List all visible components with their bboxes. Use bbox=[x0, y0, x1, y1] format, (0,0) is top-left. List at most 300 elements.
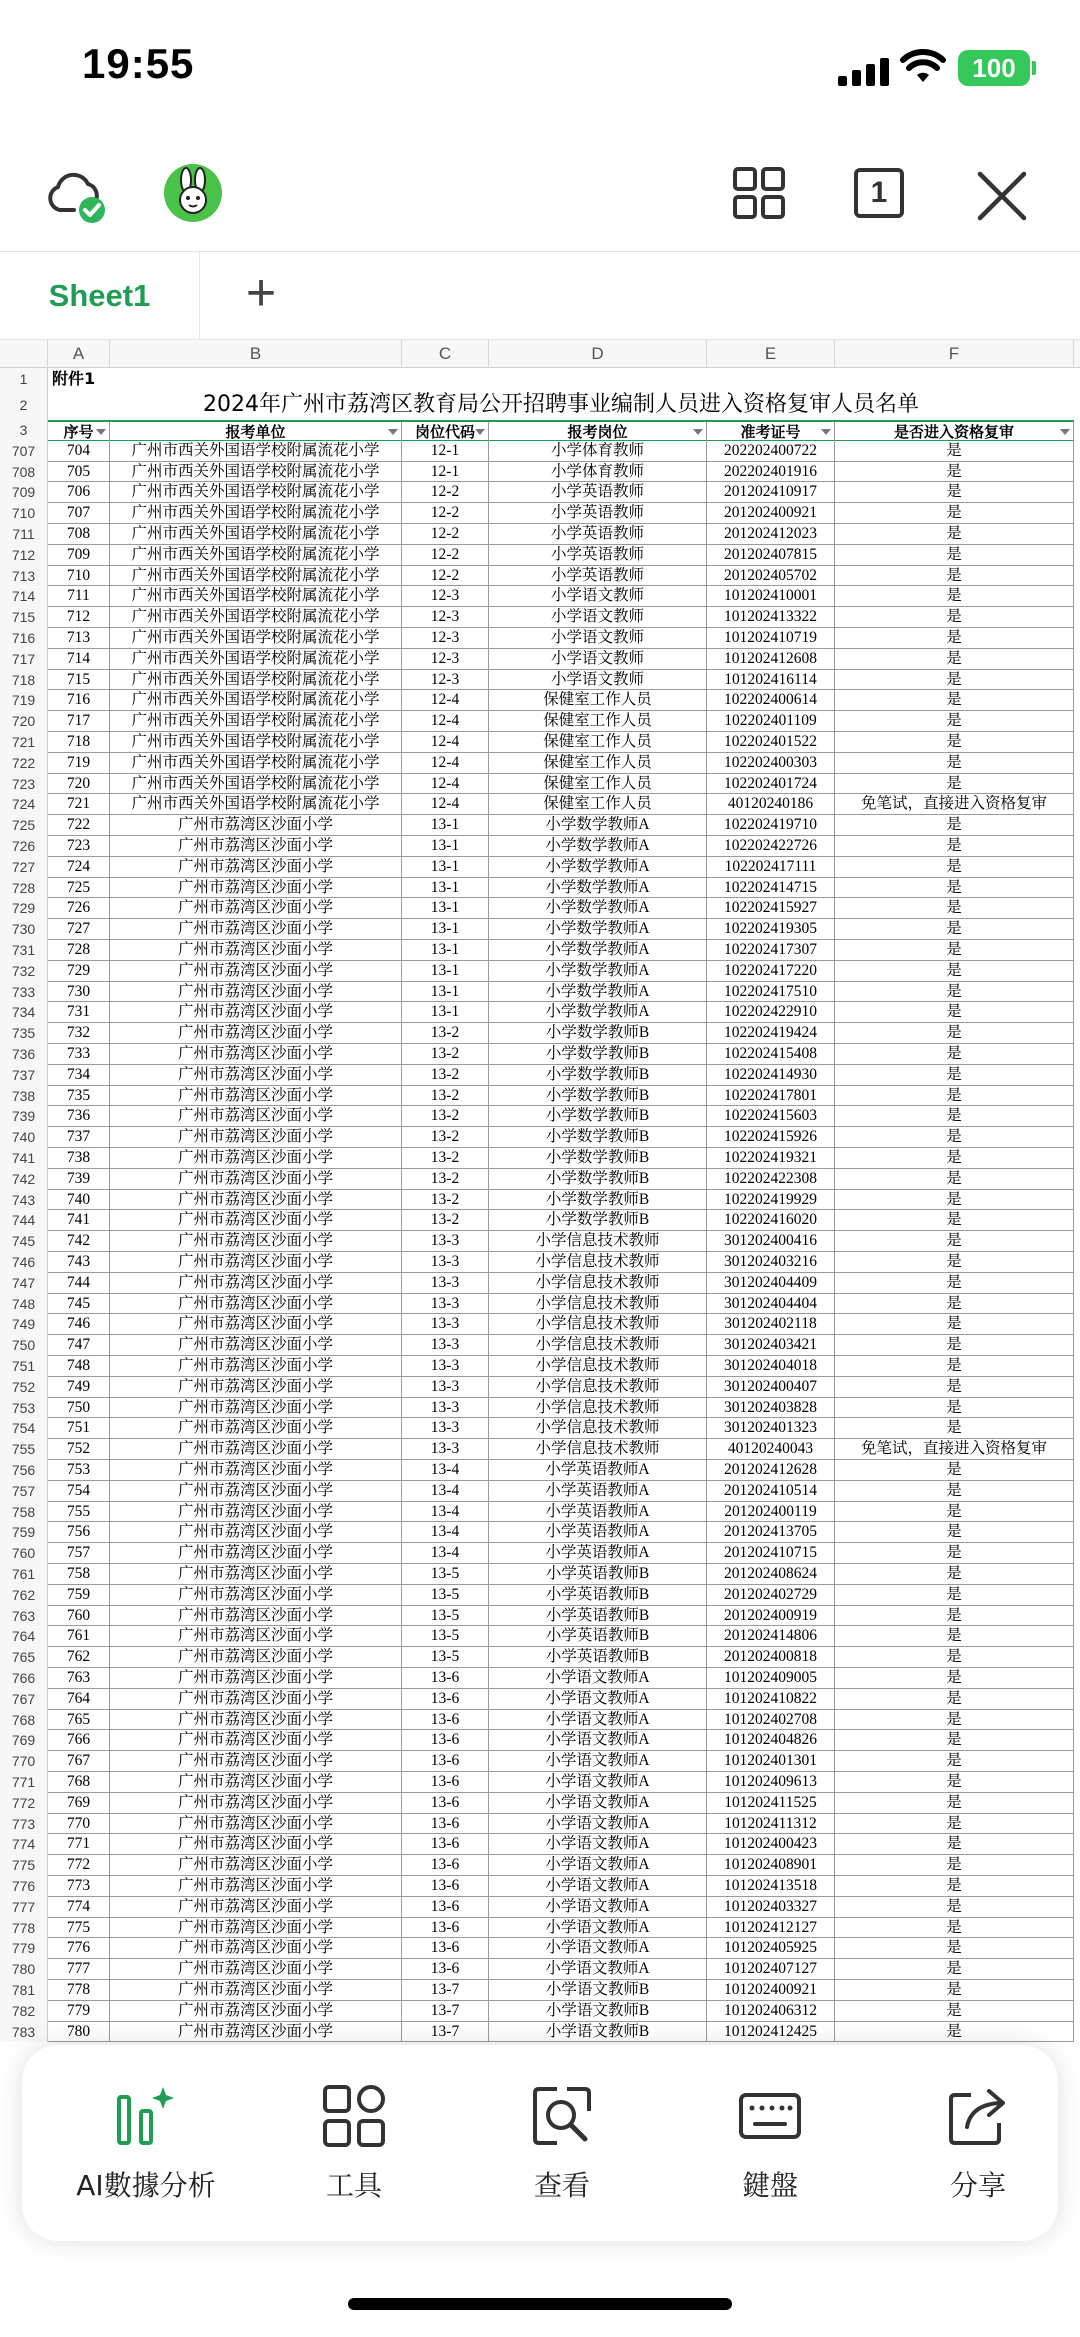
cell-index[interactable]: 712 bbox=[48, 607, 110, 628]
cell-code[interactable]: 13-7 bbox=[402, 2001, 489, 2022]
cell-code[interactable]: 12-3 bbox=[402, 649, 489, 670]
cell-position[interactable]: 小学数学教师B bbox=[489, 1065, 707, 1086]
cell-unit[interactable]: 广州市荔湾区沙面小学 bbox=[110, 878, 402, 899]
cell-ticket[interactable]: 102202417801 bbox=[707, 1086, 835, 1107]
cell-position[interactable]: 保健室工作人员 bbox=[489, 794, 707, 815]
cell-review[interactable]: 是 bbox=[835, 2022, 1074, 2043]
cell-code[interactable]: 13-1 bbox=[402, 898, 489, 919]
cell-position[interactable]: 小学语文教师 bbox=[489, 628, 707, 649]
cell-code[interactable]: 13-6 bbox=[402, 1814, 489, 1835]
cell-review[interactable]: 是 bbox=[835, 1377, 1074, 1398]
cell-unit[interactable]: 广州市荔湾区沙面小学 bbox=[110, 1065, 402, 1086]
cell-position[interactable]: 小学英语教师A bbox=[489, 1502, 707, 1523]
cell-code[interactable]: 13-1 bbox=[402, 878, 489, 899]
cell-code[interactable]: 13-5 bbox=[402, 1647, 489, 1668]
cell-index[interactable]: 746 bbox=[48, 1314, 110, 1335]
cell-index[interactable]: 753 bbox=[48, 1460, 110, 1481]
cell-index[interactable]: 711 bbox=[48, 586, 110, 607]
cell-index[interactable]: 752 bbox=[48, 1439, 110, 1460]
cell-review[interactable]: 是 bbox=[835, 1356, 1074, 1377]
cell-unit[interactable]: 广州市荔湾区沙面小学 bbox=[110, 1897, 402, 1918]
cell-index[interactable]: 760 bbox=[48, 1606, 110, 1627]
cell-ticket[interactable]: 101202405925 bbox=[707, 1938, 835, 1959]
cell-unit[interactable]: 广州市荔湾区沙面小学 bbox=[110, 1044, 402, 1065]
cell-unit[interactable]: 广州市荔湾区沙面小学 bbox=[110, 982, 402, 1003]
cell-position[interactable]: 小学英语教师A bbox=[489, 1522, 707, 1543]
cell-position[interactable]: 小学信息技术教师 bbox=[489, 1273, 707, 1294]
cell-index[interactable]: 704 bbox=[48, 441, 110, 462]
row-number[interactable]: 770 bbox=[0, 1751, 48, 1772]
cell-position[interactable]: 小学语文教师A bbox=[489, 1918, 707, 1939]
cell-code[interactable]: 13-2 bbox=[402, 1065, 489, 1086]
cell-code[interactable]: 13-1 bbox=[402, 815, 489, 836]
cell-ticket[interactable]: 101202412608 bbox=[707, 649, 835, 670]
cell-code[interactable]: 13-1 bbox=[402, 857, 489, 878]
cell-review[interactable]: 是 bbox=[835, 774, 1074, 795]
cell-code[interactable]: 12-4 bbox=[402, 690, 489, 711]
cell-review[interactable]: 是 bbox=[835, 1335, 1074, 1356]
tools-button[interactable] bbox=[264, 2081, 444, 2201]
cell-unit[interactable]: 广州市荔湾区沙面小学 bbox=[110, 2022, 402, 2043]
cell-code[interactable]: 13-5 bbox=[402, 1564, 489, 1585]
cell-code[interactable]: 12-3 bbox=[402, 628, 489, 649]
cell-review[interactable]: 是 bbox=[835, 1543, 1074, 1564]
cell-ticket[interactable]: 101202412127 bbox=[707, 1918, 835, 1939]
cell-position[interactable]: 小学体育教师 bbox=[489, 462, 707, 483]
cell-review[interactable]: 是 bbox=[835, 1647, 1074, 1668]
row-number[interactable]: 758 bbox=[0, 1502, 48, 1523]
cell-unit[interactable]: 广州市西关外国语学校附属流花小学 bbox=[110, 649, 402, 670]
cell-ticket[interactable]: 101202404826 bbox=[707, 1730, 835, 1751]
cell-position[interactable]: 小学语文教师A bbox=[489, 1855, 707, 1876]
cell-position[interactable]: 小学数学教师A bbox=[489, 857, 707, 878]
cell-ticket[interactable]: 101202400423 bbox=[707, 1834, 835, 1855]
cell-index[interactable]: 721 bbox=[48, 794, 110, 815]
row-number[interactable]: 777 bbox=[0, 1897, 48, 1918]
cell-index[interactable]: 757 bbox=[48, 1543, 110, 1564]
cell-index[interactable]: 748 bbox=[48, 1356, 110, 1377]
cell-position[interactable]: 保健室工作人员 bbox=[489, 690, 707, 711]
cell-index[interactable]: 705 bbox=[48, 462, 110, 483]
add-sheet-button[interactable]: + bbox=[245, 264, 277, 322]
cell-review[interactable]: 免笔试，直接进入资格复审 bbox=[835, 794, 1074, 815]
cell-index[interactable]: 747 bbox=[48, 1335, 110, 1356]
cell-review[interactable]: 是 bbox=[835, 1668, 1074, 1689]
cell-ticket[interactable]: 102202422910 bbox=[707, 1002, 835, 1023]
cell-ticket[interactable]: 102202400303 bbox=[707, 753, 835, 774]
cell-position[interactable]: 小学信息技术教师 bbox=[489, 1398, 707, 1419]
cell-code[interactable]: 13-5 bbox=[402, 1606, 489, 1627]
cell-ticket[interactable]: 101202406312 bbox=[707, 2001, 835, 2022]
cell-ticket[interactable]: 101202413518 bbox=[707, 1876, 835, 1897]
cell-code[interactable]: 13-6 bbox=[402, 1772, 489, 1793]
cell-index[interactable]: 726 bbox=[48, 898, 110, 919]
cell-index[interactable]: 742 bbox=[48, 1231, 110, 1252]
cell-code[interactable]: 13-4 bbox=[402, 1543, 489, 1564]
cell-unit[interactable]: 广州市西关外国语学校附属流花小学 bbox=[110, 482, 402, 503]
cell-review[interactable]: 是 bbox=[835, 1273, 1074, 1294]
cell-ticket[interactable]: 101202402708 bbox=[707, 1710, 835, 1731]
cell-position[interactable]: 小学数学教师A bbox=[489, 940, 707, 961]
cell-code[interactable]: 13-3 bbox=[402, 1377, 489, 1398]
cell-review[interactable]: 是 bbox=[835, 1564, 1074, 1585]
cell-unit[interactable]: 广州市荔湾区沙面小学 bbox=[110, 1377, 402, 1398]
cell-ticket[interactable]: 301202404409 bbox=[707, 1273, 835, 1294]
cell-review[interactable]: 是 bbox=[835, 1730, 1074, 1751]
cell-review[interactable]: 是 bbox=[835, 1190, 1074, 1211]
cell-ticket[interactable]: 201202405702 bbox=[707, 566, 835, 587]
cell-ticket[interactable]: 102202422308 bbox=[707, 1169, 835, 1190]
cell-unit[interactable]: 广州市荔湾区沙面小学 bbox=[110, 1148, 402, 1169]
cell-unit[interactable]: 广州市荔湾区沙面小学 bbox=[110, 1273, 402, 1294]
cell-position[interactable]: 小学英语教师 bbox=[489, 503, 707, 524]
cell-index[interactable]: 772 bbox=[48, 1855, 110, 1876]
cell-ticket[interactable]: 102202415927 bbox=[707, 898, 835, 919]
cell-code[interactable]: 13-1 bbox=[402, 836, 489, 857]
cell-position[interactable]: 小学数学教师A bbox=[489, 982, 707, 1003]
cell-unit[interactable]: 广州市西关外国语学校附属流花小学 bbox=[110, 462, 402, 483]
cell-index[interactable]: 716 bbox=[48, 690, 110, 711]
cell-ticket[interactable]: 102202414930 bbox=[707, 1065, 835, 1086]
view-button[interactable] bbox=[472, 2081, 652, 2201]
cell-code[interactable]: 13-3 bbox=[402, 1335, 489, 1356]
cell-review[interactable]: 是 bbox=[835, 2001, 1074, 2022]
header-cell-unit[interactable]: 报考单位 bbox=[110, 422, 402, 443]
cell-ticket[interactable]: 201202413705 bbox=[707, 1522, 835, 1543]
cell-position[interactable]: 小学语文教师A bbox=[489, 1710, 707, 1731]
cell-review[interactable]: 是 bbox=[835, 690, 1074, 711]
row-number[interactable]: 733 bbox=[0, 982, 48, 1003]
cell-index[interactable]: 707 bbox=[48, 503, 110, 524]
cell-position[interactable]: 小学信息技术教师 bbox=[489, 1252, 707, 1273]
cell-code[interactable]: 13-5 bbox=[402, 1626, 489, 1647]
cell-ticket[interactable]: 40120240186 bbox=[707, 794, 835, 815]
cell-code[interactable]: 13-2 bbox=[402, 1210, 489, 1231]
cell-ticket[interactable]: 101202410719 bbox=[707, 628, 835, 649]
column-header-d[interactable]: D bbox=[489, 340, 707, 368]
cell-review[interactable]: 是 bbox=[835, 1065, 1074, 1086]
cell-ticket[interactable]: 102202415926 bbox=[707, 1127, 835, 1148]
cell-code[interactable]: 13-3 bbox=[402, 1294, 489, 1315]
cell-code[interactable]: 13-5 bbox=[402, 1585, 489, 1606]
cell-ticket[interactable]: 102202419929 bbox=[707, 1190, 835, 1211]
cell-ticket[interactable]: 101202409005 bbox=[707, 1668, 835, 1689]
cell-review[interactable]: 是 bbox=[835, 836, 1074, 857]
cell-position[interactable]: 小学英语教师 bbox=[489, 566, 707, 587]
cell-position[interactable]: 小学信息技术教师 bbox=[489, 1418, 707, 1439]
cell-review[interactable]: 是 bbox=[835, 919, 1074, 940]
cell-index[interactable]: 761 bbox=[48, 1626, 110, 1647]
cell-code[interactable]: 13-6 bbox=[402, 1710, 489, 1731]
row-number[interactable]: 741 bbox=[0, 1148, 48, 1169]
column-header-b[interactable]: B bbox=[110, 340, 402, 368]
row-number[interactable]: 761 bbox=[0, 1564, 48, 1585]
cell-code[interactable]: 13-6 bbox=[402, 1668, 489, 1689]
cell-code[interactable]: 12-1 bbox=[402, 441, 489, 462]
row-number[interactable]: 778 bbox=[0, 1918, 48, 1939]
cell-unit[interactable]: 广州市荔湾区沙面小学 bbox=[110, 1710, 402, 1731]
row-number[interactable]: 729 bbox=[0, 898, 48, 919]
cell-code[interactable]: 13-1 bbox=[402, 919, 489, 940]
cell-code[interactable]: 13-1 bbox=[402, 1002, 489, 1023]
cell-position[interactable]: 小学语文教师A bbox=[489, 1668, 707, 1689]
cell-index[interactable]: 764 bbox=[48, 1689, 110, 1710]
cell-unit[interactable]: 广州市荔湾区沙面小学 bbox=[110, 1814, 402, 1835]
row-number[interactable]: 772 bbox=[0, 1793, 48, 1814]
row-number[interactable]: 713 bbox=[0, 566, 48, 587]
cell-review[interactable]: 免笔试，直接进入资格复审 bbox=[835, 1439, 1074, 1460]
cell-position[interactable]: 小学数学教师B bbox=[489, 1127, 707, 1148]
cell-position[interactable]: 小学数学教师A bbox=[489, 898, 707, 919]
cell-ticket[interactable]: 201202410917 bbox=[707, 482, 835, 503]
cell-index[interactable]: 708 bbox=[48, 524, 110, 545]
filter-dropdown-icon[interactable] bbox=[1060, 429, 1070, 435]
cell-index[interactable]: 722 bbox=[48, 815, 110, 836]
cell-ticket[interactable]: 201202402729 bbox=[707, 1585, 835, 1606]
cell-position[interactable]: 小学信息技术教师 bbox=[489, 1439, 707, 1460]
row-number[interactable]: 709 bbox=[0, 482, 48, 503]
cell-review[interactable]: 是 bbox=[835, 586, 1074, 607]
cell-unit[interactable]: 广州市西关外国语学校附属流花小学 bbox=[110, 774, 402, 795]
tab-sheet1[interactable]: Sheet1 bbox=[0, 252, 200, 340]
row-number[interactable]: 773 bbox=[0, 1814, 48, 1835]
cell-ticket[interactable]: 102202401522 bbox=[707, 732, 835, 753]
cell-review[interactable]: 是 bbox=[835, 545, 1074, 566]
cell-position[interactable]: 小学语文教师B bbox=[489, 2001, 707, 2022]
cell-ticket[interactable]: 301202402118 bbox=[707, 1314, 835, 1335]
cell-index[interactable]: 749 bbox=[48, 1377, 110, 1398]
cell-review[interactable]: 是 bbox=[835, 1210, 1074, 1231]
cell-code[interactable]: 13-4 bbox=[402, 1460, 489, 1481]
cell-ticket[interactable]: 201202410715 bbox=[707, 1543, 835, 1564]
cell-position[interactable]: 小学语文教师A bbox=[489, 1689, 707, 1710]
cell-index[interactable]: 776 bbox=[48, 1938, 110, 1959]
cell-index[interactable]: 763 bbox=[48, 1668, 110, 1689]
row-number[interactable]: 760 bbox=[0, 1543, 48, 1564]
cell-position[interactable]: 小学语文教师A bbox=[489, 1793, 707, 1814]
cell-ticket[interactable]: 102202419305 bbox=[707, 919, 835, 940]
cell-code[interactable]: 13-2 bbox=[402, 1127, 489, 1148]
cell-position[interactable]: 小学语文教师A bbox=[489, 1834, 707, 1855]
cell-code[interactable]: 13-3 bbox=[402, 1398, 489, 1419]
column-header-a[interactable]: A bbox=[48, 340, 110, 368]
cell-index[interactable]: 762 bbox=[48, 1647, 110, 1668]
grid-icon[interactable] bbox=[732, 166, 786, 220]
row-number[interactable]: 721 bbox=[0, 732, 48, 753]
filter-dropdown-icon[interactable] bbox=[475, 429, 485, 435]
cell-index[interactable]: 718 bbox=[48, 732, 110, 753]
cell-index[interactable]: 768 bbox=[48, 1772, 110, 1793]
cell-position[interactable]: 小学语文教师A bbox=[489, 1751, 707, 1772]
cell-position[interactable]: 小学英语教师B bbox=[489, 1585, 707, 1606]
cell-unit[interactable]: 广州市荔湾区沙面小学 bbox=[110, 898, 402, 919]
cell-index[interactable]: 730 bbox=[48, 982, 110, 1003]
cell-index[interactable]: 767 bbox=[48, 1751, 110, 1772]
cell-review[interactable]: 是 bbox=[835, 961, 1074, 982]
cell-review[interactable]: 是 bbox=[835, 1772, 1074, 1793]
cell-index[interactable]: 744 bbox=[48, 1273, 110, 1294]
cell-review[interactable]: 是 bbox=[835, 1834, 1074, 1855]
cell-position[interactable]: 小学数学教师B bbox=[489, 1210, 707, 1231]
cell-index[interactable]: 732 bbox=[48, 1023, 110, 1044]
row-number[interactable]: 716 bbox=[0, 628, 48, 649]
row-number[interactable]: 750 bbox=[0, 1335, 48, 1356]
cell-position[interactable]: 保健室工作人员 bbox=[489, 753, 707, 774]
row-number[interactable]: 727 bbox=[0, 857, 48, 878]
row-number[interactable]: 753 bbox=[0, 1398, 48, 1419]
cell-ticket[interactable]: 101202410822 bbox=[707, 1689, 835, 1710]
cell-review[interactable]: 是 bbox=[835, 1626, 1074, 1647]
cell-unit[interactable]: 广州市西关外国语学校附属流花小学 bbox=[110, 732, 402, 753]
row-number[interactable]: 2 bbox=[0, 390, 48, 420]
row-number[interactable]: 746 bbox=[0, 1252, 48, 1273]
row-number[interactable]: 767 bbox=[0, 1689, 48, 1710]
cell-index[interactable]: 751 bbox=[48, 1418, 110, 1439]
cell-position[interactable]: 小学英语教师B bbox=[489, 1626, 707, 1647]
cell-code[interactable]: 12-4 bbox=[402, 711, 489, 732]
cell-index[interactable]: 717 bbox=[48, 711, 110, 732]
cell-code[interactable]: 12-2 bbox=[402, 566, 489, 587]
cell-code[interactable]: 13-3 bbox=[402, 1418, 489, 1439]
cell-review[interactable]: 是 bbox=[835, 1980, 1074, 2001]
cell-position[interactable]: 小学体育教师 bbox=[489, 441, 707, 462]
cell-unit[interactable]: 广州市荔湾区沙面小学 bbox=[110, 1959, 402, 1980]
row-number[interactable]: 722 bbox=[0, 753, 48, 774]
cell-unit[interactable]: 广州市西关外国语学校附属流花小学 bbox=[110, 711, 402, 732]
cell-position[interactable]: 小学语文教师A bbox=[489, 1814, 707, 1835]
cell-code[interactable]: 12-3 bbox=[402, 670, 489, 691]
row-number[interactable]: 743 bbox=[0, 1190, 48, 1211]
cell-index[interactable]: 713 bbox=[48, 628, 110, 649]
cell-position[interactable]: 小学英语教师A bbox=[489, 1460, 707, 1481]
cell-index[interactable]: 775 bbox=[48, 1918, 110, 1939]
row-number[interactable]: 766 bbox=[0, 1668, 48, 1689]
cell-code[interactable]: 13-2 bbox=[402, 1023, 489, 1044]
cell-ticket[interactable]: 201202400919 bbox=[707, 1606, 835, 1627]
cell-unit[interactable]: 广州市荔湾区沙面小学 bbox=[110, 1231, 402, 1252]
cell-unit[interactable]: 广州市荔湾区沙面小学 bbox=[110, 1127, 402, 1148]
cell-position[interactable]: 小学英语教师 bbox=[489, 482, 707, 503]
cell-index[interactable]: 778 bbox=[48, 1980, 110, 2001]
cell-unit[interactable]: 广州市荔湾区沙面小学 bbox=[110, 1938, 402, 1959]
row-number[interactable]: 769 bbox=[0, 1730, 48, 1751]
cell-index[interactable]: 710 bbox=[48, 566, 110, 587]
cell-code[interactable]: 13-6 bbox=[402, 1751, 489, 1772]
cell-code[interactable]: 12-4 bbox=[402, 732, 489, 753]
cell-ticket[interactable]: 101202411525 bbox=[707, 1793, 835, 1814]
cell-index[interactable]: 728 bbox=[48, 940, 110, 961]
cell-position[interactable]: 小学数学教师B bbox=[489, 1086, 707, 1107]
cell-position[interactable]: 小学语文教师A bbox=[489, 1772, 707, 1793]
row-number[interactable]: 734 bbox=[0, 1002, 48, 1023]
cell-code[interactable]: 13-2 bbox=[402, 1086, 489, 1107]
filter-dropdown-icon[interactable] bbox=[693, 429, 703, 435]
cell-review[interactable]: 是 bbox=[835, 1710, 1074, 1731]
cell-unit[interactable]: 广州市荔湾区沙面小学 bbox=[110, 2001, 402, 2022]
sheet-title[interactable]: 2024年广州市荔湾区教育局公开招聘事业编制人员进入资格复审人员名单 bbox=[203, 392, 919, 417]
cell-ticket[interactable]: 301202404018 bbox=[707, 1356, 835, 1377]
cell-index[interactable]: 715 bbox=[48, 670, 110, 691]
cell-position[interactable]: 小学英语教师 bbox=[489, 524, 707, 545]
cell-code[interactable]: 13-7 bbox=[402, 2022, 489, 2043]
cell-index[interactable]: 720 bbox=[48, 774, 110, 795]
cell-index[interactable]: 745 bbox=[48, 1294, 110, 1315]
cell-unit[interactable]: 广州市荔湾区沙面小学 bbox=[110, 1689, 402, 1710]
cell-review[interactable]: 是 bbox=[835, 982, 1074, 1003]
cell-position[interactable]: 小学语文教师 bbox=[489, 607, 707, 628]
cell-code[interactable]: 13-3 bbox=[402, 1231, 489, 1252]
cell-position[interactable]: 小学语文教师A bbox=[489, 1897, 707, 1918]
header-cell-position[interactable]: 报考岗位 bbox=[489, 422, 707, 443]
cell-unit[interactable]: 广州市荔湾区沙面小学 bbox=[110, 1418, 402, 1439]
cell-ticket[interactable]: 102202415603 bbox=[707, 1106, 835, 1127]
cell-unit[interactable]: 广州市西关外国语学校附属流花小学 bbox=[110, 545, 402, 566]
cell-unit[interactable]: 广州市荔湾区沙面小学 bbox=[110, 1585, 402, 1606]
cell-code[interactable]: 13-1 bbox=[402, 961, 489, 982]
cell-unit[interactable]: 广州市荔湾区沙面小学 bbox=[110, 1356, 402, 1377]
cell-ticket[interactable]: 101202410001 bbox=[707, 586, 835, 607]
cell-position[interactable]: 小学数学教师A bbox=[489, 878, 707, 899]
cell-code[interactable]: 12-2 bbox=[402, 503, 489, 524]
row-number[interactable]: 779 bbox=[0, 1938, 48, 1959]
cell-unit[interactable]: 广州市荔湾区沙面小学 bbox=[110, 1398, 402, 1419]
cell-ticket[interactable]: 102202416020 bbox=[707, 1210, 835, 1231]
bunny-avatar-icon[interactable] bbox=[164, 164, 222, 222]
cell-unit[interactable]: 广州市荔湾区沙面小学 bbox=[110, 1772, 402, 1793]
cell-index[interactable]: 738 bbox=[48, 1148, 110, 1169]
cell-review[interactable]: 是 bbox=[835, 1606, 1074, 1627]
sheet-count-icon[interactable]: 1 bbox=[854, 168, 904, 218]
cell-unit[interactable]: 广州市荔湾区沙面小学 bbox=[110, 961, 402, 982]
cell-ticket[interactable]: 201202410514 bbox=[707, 1481, 835, 1502]
filter-dropdown-icon[interactable] bbox=[821, 429, 831, 435]
cell-review[interactable]: 是 bbox=[835, 566, 1074, 587]
cell-position[interactable]: 保健室工作人员 bbox=[489, 732, 707, 753]
cell-review[interactable]: 是 bbox=[835, 1522, 1074, 1543]
cell-unit[interactable]: 广州市荔湾区沙面小学 bbox=[110, 1876, 402, 1897]
cell-position[interactable]: 小学数学教师B bbox=[489, 1106, 707, 1127]
cell-position[interactable]: 小学信息技术教师 bbox=[489, 1356, 707, 1377]
cell-position[interactable]: 小学数学教师A bbox=[489, 961, 707, 982]
cell-index[interactable]: 725 bbox=[48, 878, 110, 899]
cell-index[interactable]: 756 bbox=[48, 1522, 110, 1543]
cell-unit[interactable]: 广州市荔湾区沙面小学 bbox=[110, 1543, 402, 1564]
cell-ticket[interactable]: 102202422726 bbox=[707, 836, 835, 857]
cell-index[interactable]: 777 bbox=[48, 1959, 110, 1980]
row-number[interactable]: 776 bbox=[0, 1876, 48, 1897]
cell-index[interactable]: 769 bbox=[48, 1793, 110, 1814]
cell-code[interactable]: 13-3 bbox=[402, 1314, 489, 1335]
row-number[interactable]: 730 bbox=[0, 919, 48, 940]
row-number[interactable]: 712 bbox=[0, 545, 48, 566]
column-header-c[interactable]: C bbox=[402, 340, 489, 368]
cell-review[interactable]: 是 bbox=[835, 878, 1074, 899]
cell-review[interactable]: 是 bbox=[835, 1294, 1074, 1315]
cell-unit[interactable]: 广州市荔湾区沙面小学 bbox=[110, 1481, 402, 1502]
row-number[interactable]: 782 bbox=[0, 2001, 48, 2022]
cell-position[interactable]: 小学语文教师 bbox=[489, 586, 707, 607]
cell-unit[interactable]: 广州市荔湾区沙面小学 bbox=[110, 1668, 402, 1689]
cell-review[interactable]: 是 bbox=[835, 1418, 1074, 1439]
cell-review[interactable]: 是 bbox=[835, 1314, 1074, 1335]
header-cell-ticket[interactable]: 准考证号 bbox=[707, 422, 835, 443]
cell-position[interactable]: 保健室工作人员 bbox=[489, 774, 707, 795]
row-number[interactable]: 744 bbox=[0, 1210, 48, 1231]
cell-ticket[interactable]: 301202404404 bbox=[707, 1294, 835, 1315]
row-number[interactable]: 742 bbox=[0, 1169, 48, 1190]
cell-review[interactable]: 是 bbox=[835, 441, 1074, 462]
cell-ticket[interactable]: 101202409613 bbox=[707, 1772, 835, 1793]
